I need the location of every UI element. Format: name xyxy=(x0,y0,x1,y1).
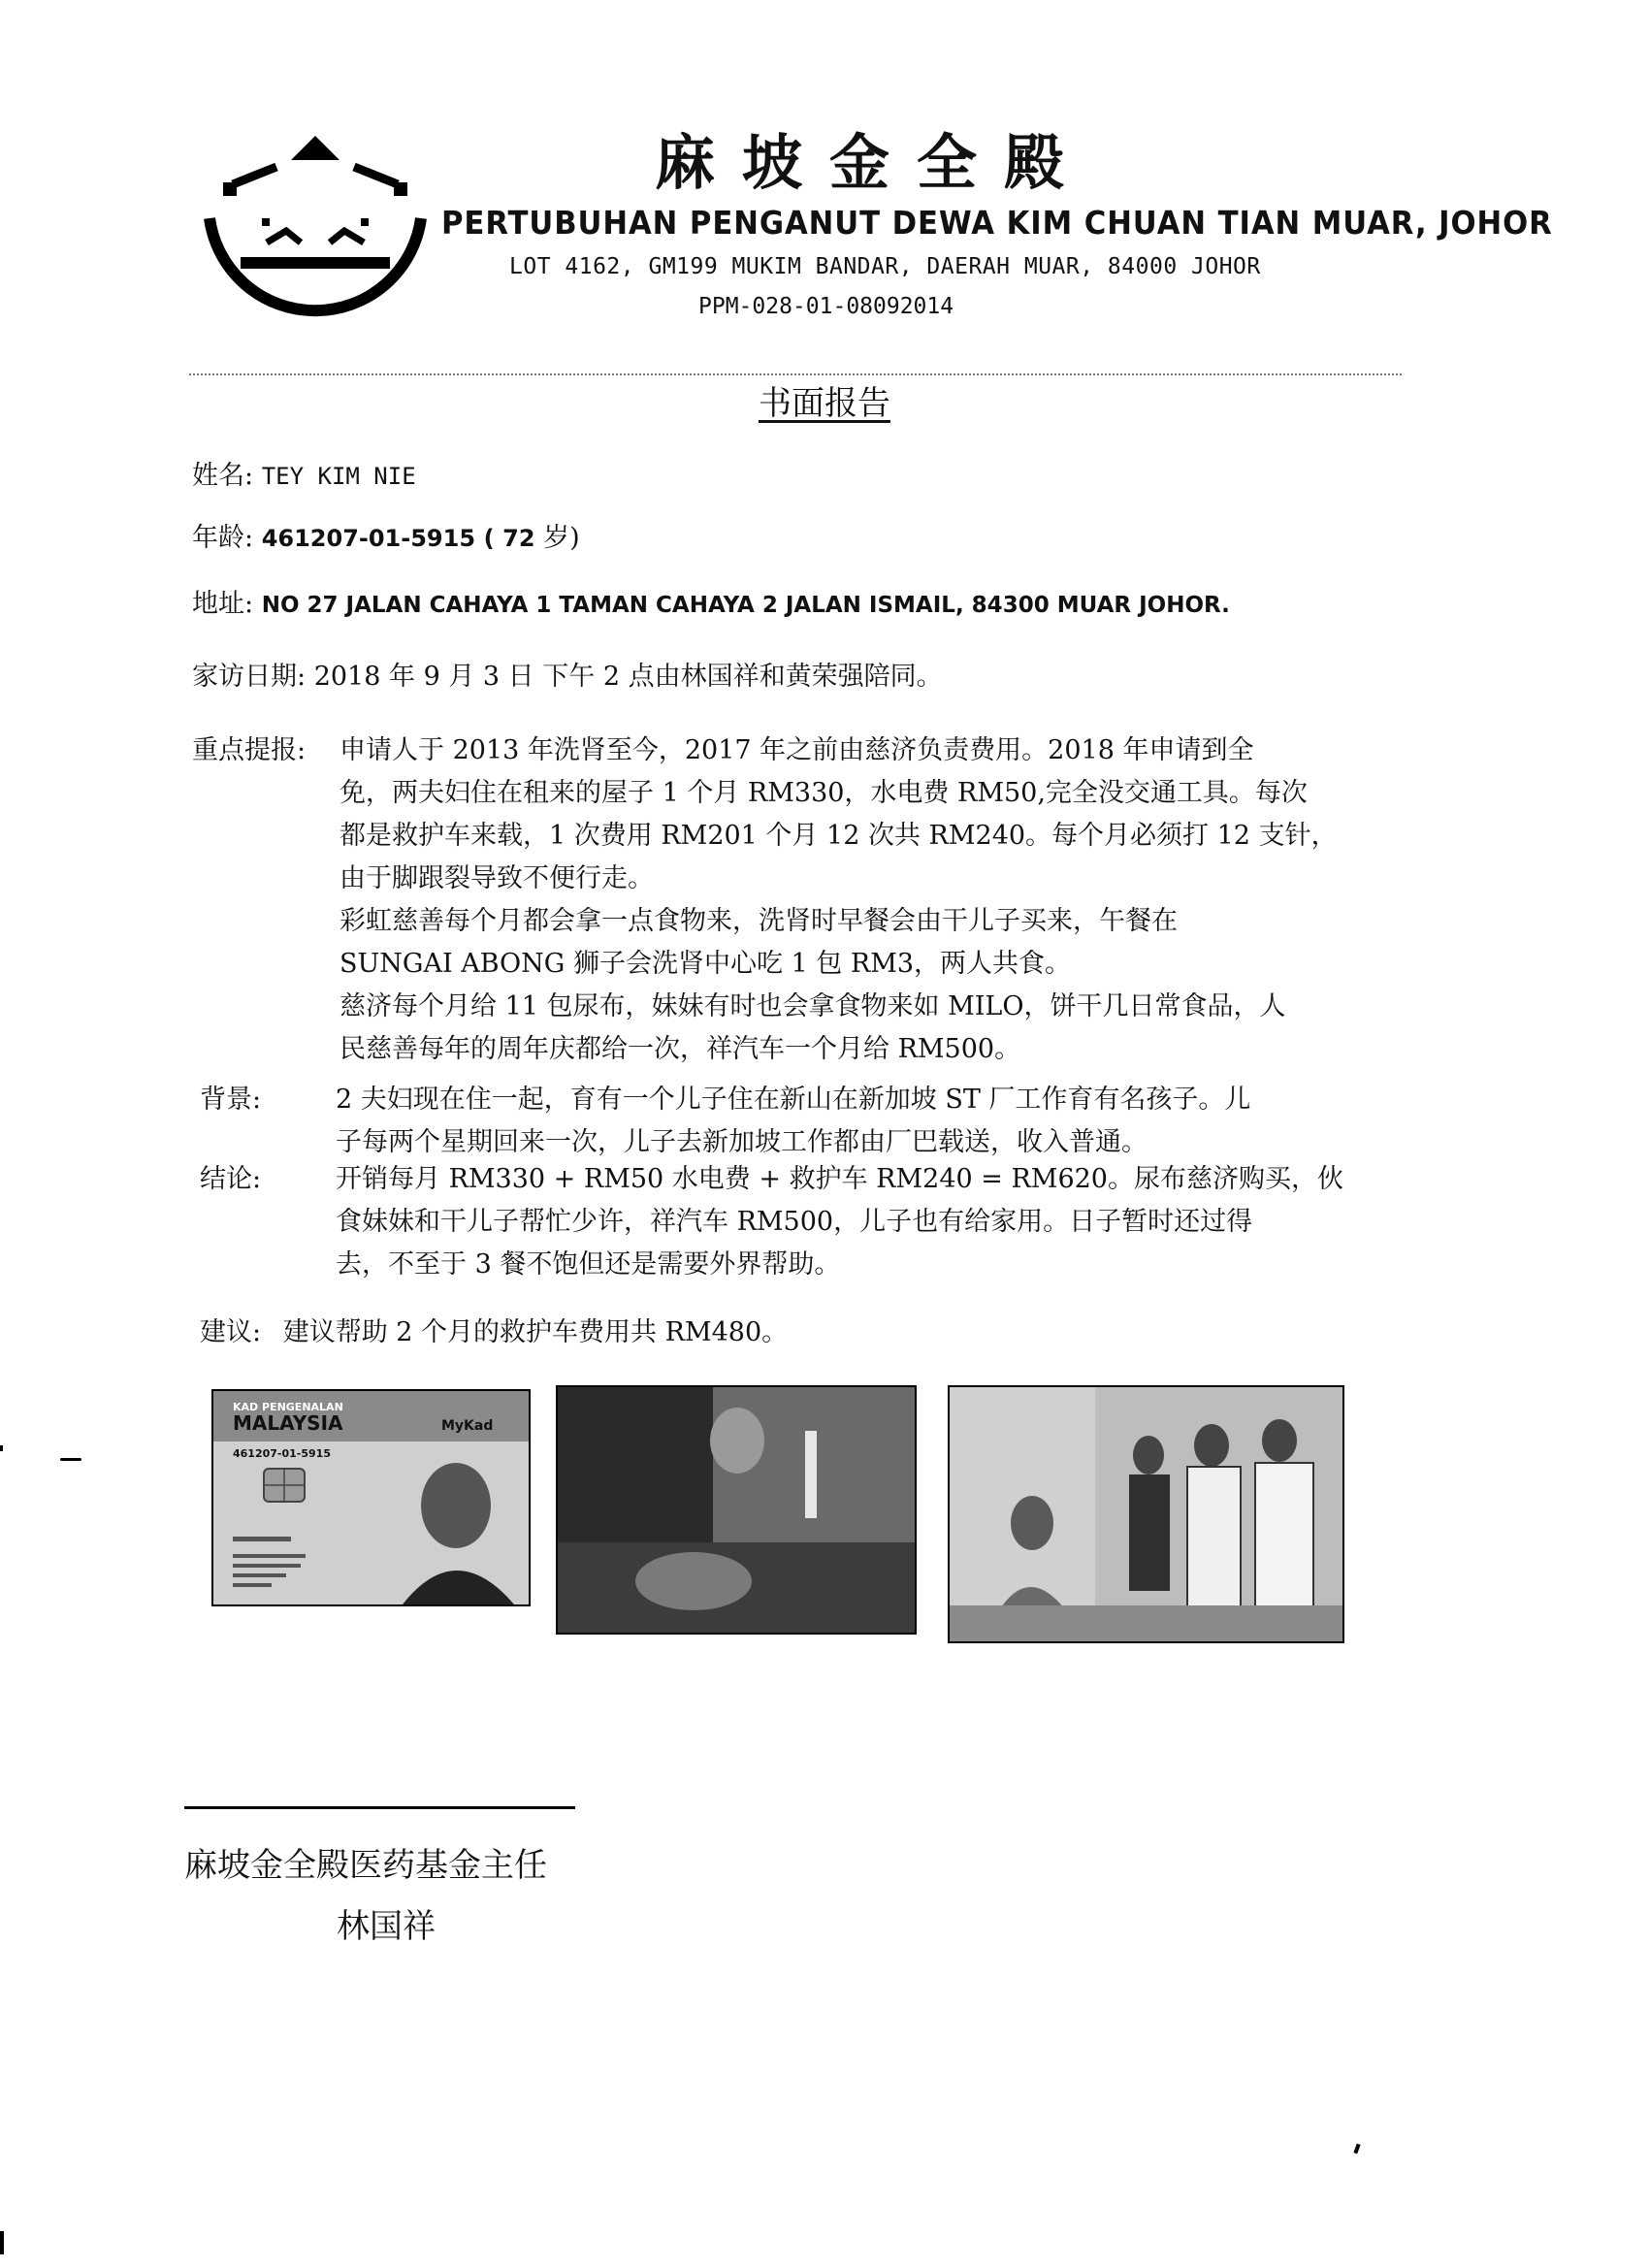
signature-name: 林国祥 xyxy=(337,1907,436,1946)
visit-group-photo xyxy=(948,1385,1344,1643)
visit-date-value: 2018 年 9 月 3 日 下午 2 点由林国祥和黄荣强陪同。 xyxy=(313,662,943,692)
patient-home-photo xyxy=(556,1385,917,1635)
conclusion-line: 食妹妹和干儿子帮忙少许，祥汽车 RM500，儿子也有给家用。日子暂时还过得 xyxy=(336,1207,1253,1237)
conclusion-text xyxy=(336,1158,1412,1286)
address-label: 地址: xyxy=(192,589,254,619)
highlights-line: 申请人于 2013 年洗肾至今，2017 年之前由慈济负责费用。2018 年申请到全 xyxy=(340,735,1254,765)
header-divider xyxy=(189,373,1402,375)
background-text xyxy=(336,1079,1412,1164)
conclusion-line: 去，不至于 3 餐不饱但还是需要外界帮助。 xyxy=(336,1249,841,1280)
scan-speck xyxy=(0,2231,4,2254)
conclusion-label: 结论: xyxy=(200,1164,262,1194)
suggestion-field xyxy=(200,1312,788,1354)
ic-card-header: KAD PENGENALAN xyxy=(233,1401,343,1413)
highlights-line: SUNGAI ABONG 狮子会洗肾中心吃 1 包 RM3，两人共食。 xyxy=(340,949,1072,979)
highlights-line: 都是救护车来载，1 次费用 RM201 个月 12 次共 RM240。每个月必须打 12 支针， xyxy=(340,821,1338,851)
background-label: 背景: xyxy=(200,1085,262,1115)
address-field xyxy=(192,583,1230,627)
age-unit: 岁) xyxy=(543,523,580,553)
name-label: 姓名: xyxy=(192,461,254,491)
highlights-line: 免，两夫妇住在租来的屋子 1 个月 RM330，水电费 RM50,完全没交通工具。每次 xyxy=(340,778,1308,808)
id-number: 461207-01-5915 xyxy=(261,525,476,552)
ic-card-photo xyxy=(211,1389,531,1606)
background-line: 子每两个星期回来一次，儿子去新加坡工作都由厂巴载送，收入普通。 xyxy=(336,1127,1148,1157)
visit-date-field xyxy=(192,656,943,698)
document-title: 书面报告 xyxy=(759,384,890,423)
highlights-line: 由于脚跟裂导致不便行走。 xyxy=(340,863,654,893)
age-open-paren: ( xyxy=(483,525,495,552)
highlights-line: 慈济每个月给 11 包尿布，妹妹有时也会拿食物来如 MILO，饼干几日常食品，人 xyxy=(340,991,1286,1021)
scan-speck xyxy=(60,1458,81,1461)
name-field xyxy=(192,455,416,498)
background-line: 2 夫妇现在住一起，育有一个儿子住在新山在新加坡 ST 厂工作育有名孩子。儿 xyxy=(336,1085,1251,1115)
visit-group-graphic xyxy=(950,1387,1342,1641)
age-number: 72 xyxy=(502,525,535,552)
patient-home-graphic xyxy=(558,1387,915,1633)
org-registration: PPM-028-01-08092014 xyxy=(698,294,954,319)
org-address: LOT 4162, GM199 MUKIM BANDAR, DAERAH MUAR, 84000 JOHOR xyxy=(509,254,1261,279)
suggestion-label: 建议: xyxy=(200,1317,262,1347)
name-value: TEY KIM NIE xyxy=(261,463,416,490)
highlights-line: 民慈善每年的周年庆都给一次，祥汽车一个月给 RM500。 xyxy=(340,1034,1021,1064)
conclusion-line: 开销每月 RM330 + RM50 水电费 + 救护车 RM240 = RM620。尿布慈济购买，伙 xyxy=(336,1164,1343,1194)
scan-speck xyxy=(1353,2144,1360,2155)
signature-line xyxy=(184,1806,575,1809)
age-field xyxy=(192,517,580,560)
highlights-line: 彩虹慈善每个月都会拿一点食物来，洗肾时早餐会由干儿子买来，午餐在 xyxy=(340,906,1178,936)
ic-card-country: MALAYSIA xyxy=(233,1411,343,1435)
org-name: PERTUBUHAN PENGANUT DEWA KIM CHUAN TIAN MUAR, JOHOR xyxy=(441,204,1553,242)
age-label: 年龄: xyxy=(192,523,254,553)
highlights-label: 重点提报: xyxy=(192,735,307,765)
org-name-chinese: 麻坡金全殿 xyxy=(654,127,1091,198)
scan-speck xyxy=(0,1445,3,1451)
temple-logo-icon xyxy=(194,126,436,369)
address-value: NO 27 JALAN CAHAYA 1 TAMAN CAHAYA 2 JALAN ISMAIL, 84300 MUAR JOHOR. xyxy=(261,593,1230,618)
ic-card-number: 461207-01-5915 xyxy=(233,1447,331,1460)
visit-date-label: 家访日期: xyxy=(192,662,307,692)
signature-title: 麻坡金全殿医药基金主任 xyxy=(184,1846,547,1885)
ic-card-mykad: MyKad xyxy=(441,1418,494,1434)
highlights-text xyxy=(340,729,1416,1071)
suggestion-value: 建议帮助 2 个月的救护车费用共 RM480。 xyxy=(282,1317,789,1347)
ic-card-graphic xyxy=(213,1391,529,1604)
